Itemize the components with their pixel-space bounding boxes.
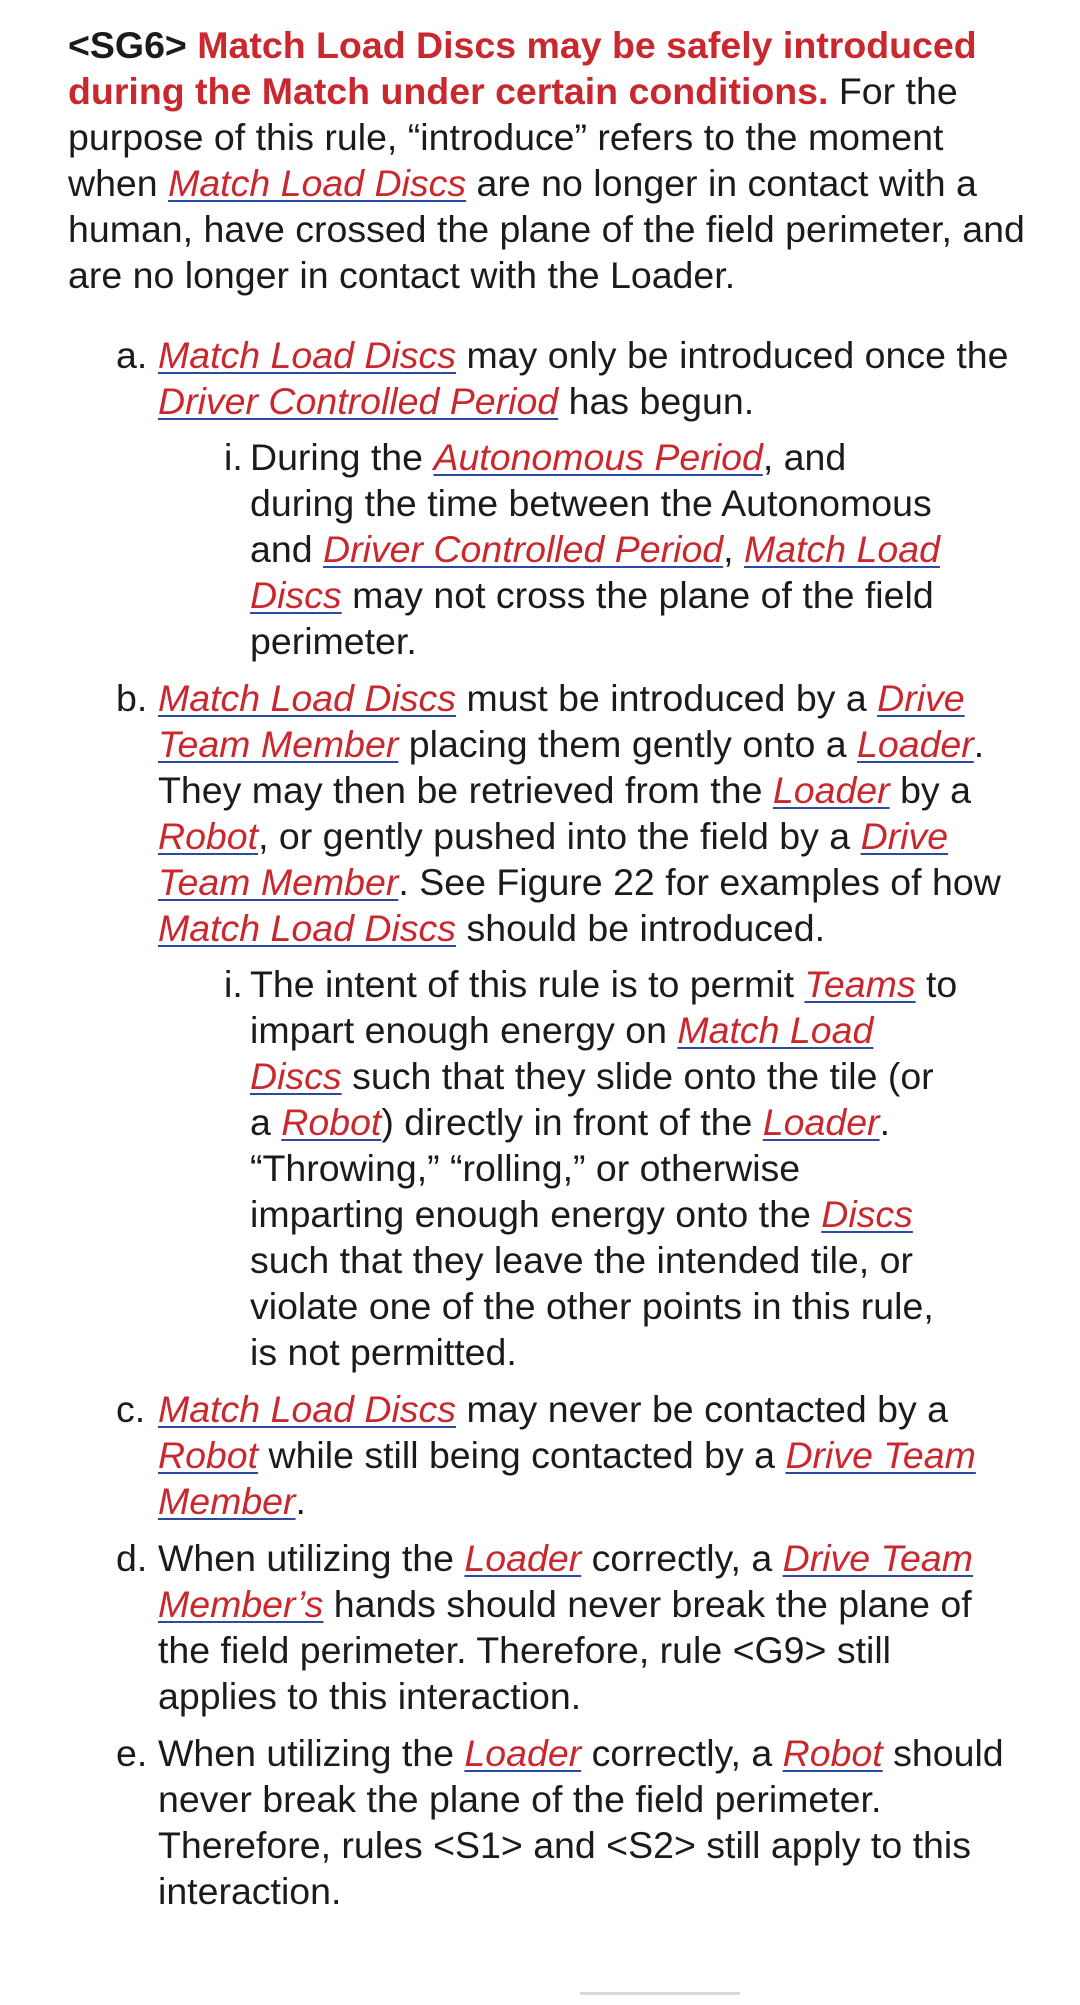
list-marker: c. (116, 1388, 146, 1430)
rule-subitem-text (250, 434, 958, 664)
rule-item-b (68, 675, 1058, 1375)
rule-text: ) directly in front of the (381, 1101, 763, 1143)
rule-subitem-a-i (158, 434, 1018, 664)
rule-text: . (295, 1480, 306, 1522)
term-link-loader[interactable]: Loader (772, 769, 890, 811)
term-link-robot[interactable]: Robot (158, 815, 259, 857)
term-link-robot[interactable]: Robot (281, 1101, 382, 1143)
term-link-match-load-discs[interactable]: Match Load Discs (158, 677, 457, 719)
rule-text: by a (889, 769, 971, 811)
page-bottom-divider (580, 1992, 740, 2005)
term-link-match-load-discs[interactable]: Match Load Discs (158, 1388, 457, 1430)
rule-text: During the (250, 436, 434, 478)
term-link-autonomous-period[interactable]: Autonomous Period (433, 436, 763, 478)
rule-text: should never break the plane of the field perimeter. Therefore, rules <S1> and <S2> still apply to this interaction. (158, 1732, 1004, 1912)
rule-text: correctly, a (581, 1732, 783, 1774)
rule-item-text (158, 332, 1018, 424)
list-marker: a. (116, 334, 148, 376)
term-link-driver-controlled-period[interactable]: Driver Controlled Period (323, 528, 724, 570)
rule-title: Match Load Discs may be safely introduced during the Match under certain conditions. (68, 24, 977, 112)
rule-id: <SG6> (68, 24, 187, 66)
term-link-driver-controlled-period[interactable]: Driver Controlled Period (158, 380, 559, 422)
rule-item-text (158, 1386, 1018, 1524)
rule-text: correctly, a (581, 1537, 783, 1579)
rule-document (68, 22, 1058, 1925)
term-link-match-load-discs[interactable]: Match Load Discs (250, 528, 940, 616)
rule-item-e (68, 1730, 1058, 1914)
rule-text: The intent of this rule is to permit (250, 963, 805, 1005)
term-link-discs[interactable]: Discs (821, 1193, 913, 1235)
rule-text: placing them gently onto a (398, 723, 857, 765)
term-link-drive-team-member[interactable]: Drive Team Member (158, 815, 949, 903)
rule-text: When utilizing the (158, 1732, 465, 1774)
rule-text: may only be introduced once the (456, 334, 1009, 376)
rule-text: has begun. (558, 380, 755, 422)
rule-text: may never be contacted by a (456, 1388, 948, 1430)
rule-text: , (723, 528, 745, 570)
term-link-loader[interactable]: Loader (464, 1732, 582, 1774)
term-link-match-load-discs[interactable]: Match Load Discs (158, 907, 457, 949)
rule-text: may not cross the plane of the field perimeter. (250, 574, 934, 662)
rule-text: . See Figure 22 for examples of how (398, 861, 1001, 903)
rule-text: , or gently pushed into the field by a (258, 815, 861, 857)
term-link-loader[interactable]: Loader (857, 723, 974, 765)
rule-subitem-text (250, 961, 958, 1375)
rule-item-d (68, 1535, 1058, 1719)
term-link-loader[interactable]: Loader (464, 1537, 582, 1579)
term-link-match-load-discs[interactable]: Match Load Discs (250, 1009, 874, 1097)
list-marker: i. (224, 436, 243, 478)
rule-text: such that they leave the intended tile, or violate one of the other points in this rule, is not permitted. (250, 1239, 934, 1373)
rule-text: When utilizing the (158, 1537, 465, 1579)
rule-item-text (158, 1730, 1018, 1914)
rule-text: should be introduced. (456, 907, 826, 949)
term-link-robot[interactable]: Robot (782, 1732, 883, 1774)
term-link-match-load-discs[interactable]: Match Load Discs (158, 334, 457, 376)
rule-text: while still being contacted by a (258, 1434, 786, 1476)
rule-item-text (158, 1535, 1018, 1719)
term-link-drive-team-member[interactable]: Drive Team Member (158, 1434, 976, 1522)
rule-text: such that they slide onto the tile (or a (250, 1055, 934, 1143)
term-link-drive-team-member[interactable]: Drive Team Member (158, 677, 965, 765)
rule-intro-paragraph (68, 22, 1058, 298)
list-marker: e. (116, 1732, 148, 1774)
term-link-match-load-discs[interactable]: Match Load Discs (168, 162, 467, 204)
rule-text: For the purpose of this rule, “introduce” refers to the moment when (68, 70, 958, 204)
term-link-robot[interactable]: Robot (158, 1434, 259, 1476)
rule-text: . “Throwing,” “rolling,” or otherwise imparting enough energy onto the (250, 1101, 890, 1235)
term-link-drive-team-member-s[interactable]: Drive Team Member’s (158, 1537, 973, 1625)
rule-subitem-b-i (158, 961, 1018, 1375)
list-marker: i. (224, 963, 243, 1005)
rule-item-a (68, 332, 1058, 664)
rule-text: to impart enough energy on (250, 963, 958, 1051)
term-link-loader[interactable]: Loader (762, 1101, 880, 1143)
list-marker: d. (116, 1537, 148, 1579)
rule-text: are no longer in contact with a human, have crossed the plane of the field perimeter, and are no longer in contact with the Loader. (68, 162, 1025, 296)
rule-text: hands should never break the plane of the field perimeter. Therefore, rule <G9> still applies to this interaction. (158, 1583, 972, 1717)
rule-text: , and during the time between the Autonomous and (250, 436, 932, 570)
rule-text: must be introduced by a (456, 677, 878, 719)
rule-text: . They may then be retrieved from the (158, 723, 985, 811)
rule-items-list (68, 332, 1058, 1914)
rule-item-c (68, 1386, 1058, 1524)
rule-item-text (158, 675, 1018, 951)
term-link-teams[interactable]: Teams (804, 963, 916, 1005)
list-marker: b. (116, 677, 148, 719)
